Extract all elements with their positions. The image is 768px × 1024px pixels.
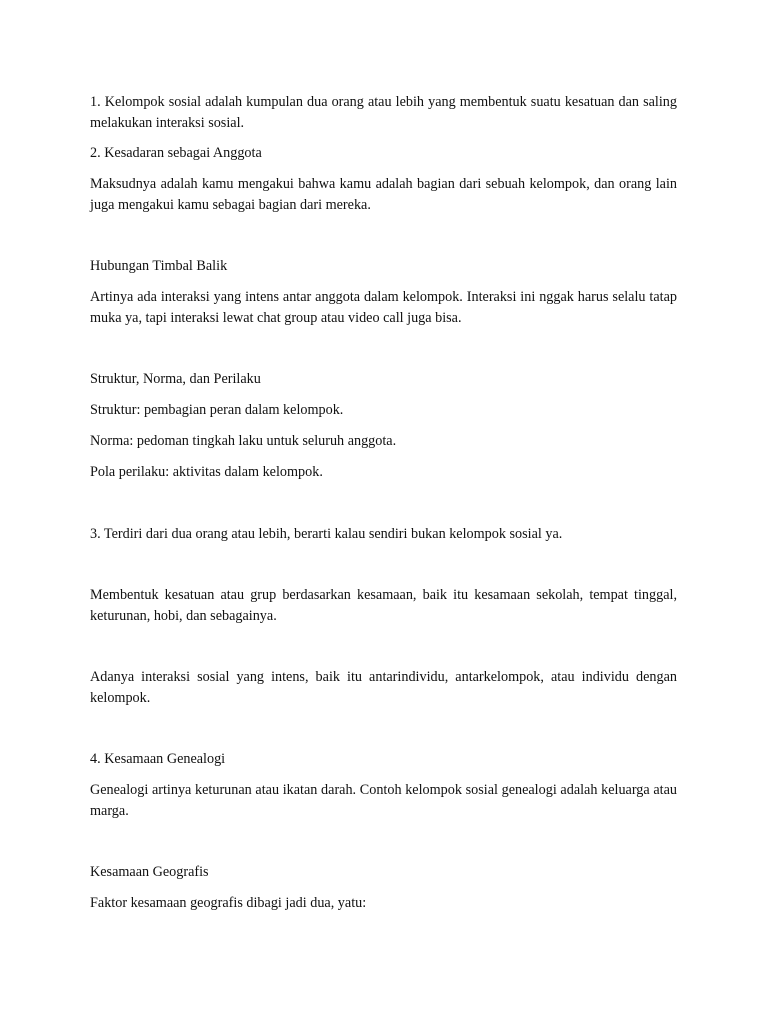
paragraph-hubungan: Artinya ada interaksi yang intens antar anggota dalam kelompok. Interaksi ini nggak harus selalu tatap muka ya, tapi interaksi lewat chat group atau video call juga bisa. — [90, 289, 677, 326]
paragraph-pola-perilaku: Pola perilaku: aktivitas dalam kelompok. — [90, 464, 323, 480]
paragraph-struktur: Struktur: pembagian peran dalam kelompok. — [90, 402, 344, 418]
heading-hubungan-timbal-balik: Hubungan Timbal Balik — [90, 258, 228, 274]
paragraph-kesadaran: Maksudnya adalah kamu mengakui bahwa kamu adalah bagian dari sebuah kelompok, dan orang lain juga mengakui kamu sebagai bagian dari mereka. — [90, 176, 677, 213]
heading-kesadaran-anggota: 2. Kesadaran sebagai Anggota — [90, 145, 262, 161]
heading-kesamaan-genealogi: 4. Kesamaan Genealogi — [90, 751, 226, 767]
paragraph-interaksi-intens: Adanya interaksi sosial yang intens, baik itu antarindividu, antarkelompok, atau individu dengan kelompok. — [90, 669, 677, 706]
paragraph-membentuk-kesatuan: Membentuk kesatuan atau grup berdasarkan kesamaan, baik itu kesamaan sekolah, tempat tinggal, keturunan, hobi, dan sebagainya. — [90, 587, 677, 624]
heading-kesamaan-geografis: Kesamaan Geografis — [90, 864, 209, 880]
paragraph-norma: Norma: pedoman tingkah laku untuk seluruh anggota. — [90, 433, 397, 449]
paragraph-definition: 1. Kelompok sosial adalah kumpulan dua orang atau lebih yang membentuk suatu kesatuan dan saling melakukan interaksi sosial. — [90, 94, 677, 131]
paragraph-genealogi: Genealogi artinya keturunan atau ikatan darah. Contoh kelompok sosial genealogi adalah keluarga atau marga. — [90, 782, 677, 819]
paragraph-geografis: Faktor kesamaan geografis dibagi jadi dua, yatu: — [90, 895, 367, 911]
paragraph-terdiri: 3. Terdiri dari dua orang atau lebih, berarti kalau sendiri bukan kelompok sosial ya. — [90, 526, 563, 542]
heading-struktur-norma-perilaku: Struktur, Norma, dan Perilaku — [90, 371, 261, 387]
